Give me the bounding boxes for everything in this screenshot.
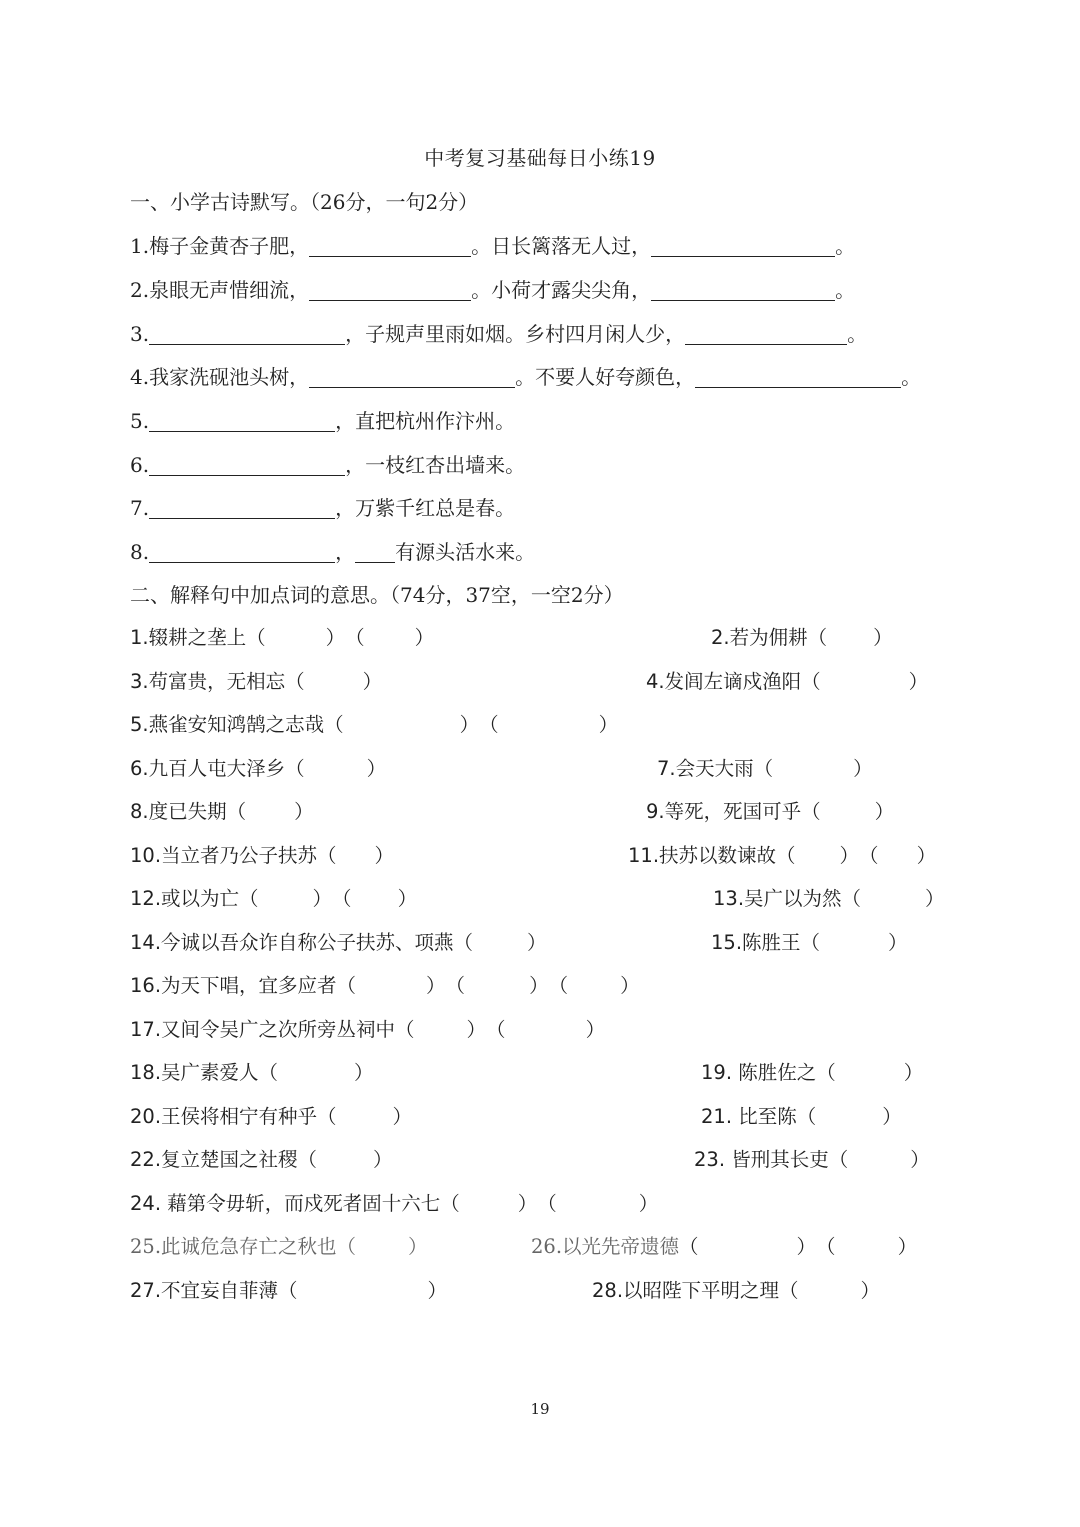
answer-paren[interactable]: （ ）	[816, 1235, 918, 1258]
answer-blank[interactable]	[149, 540, 335, 563]
answer-paren[interactable]: （ ）	[258, 1061, 374, 1084]
answer-paren[interactable]: （ ）	[816, 1061, 924, 1084]
question-2: 2.若为佣耕（ ）	[711, 622, 893, 650]
answer-blank[interactable]	[685, 322, 847, 345]
answer-blank[interactable]	[355, 540, 395, 563]
answer-paren[interactable]: （ ）	[395, 1018, 487, 1041]
answer-paren[interactable]: （ ）	[285, 757, 387, 780]
question-1: 1.辍耕之垄上（ ）（ ）	[130, 622, 434, 650]
answer-blank[interactable]	[309, 278, 471, 301]
answer-paren[interactable]: （ ）	[332, 887, 418, 910]
answer-blank[interactable]	[651, 234, 835, 257]
answer-paren[interactable]: （ ）	[807, 626, 893, 649]
poem-line-1: 1.梅子金黄杏子肥， 。日长篱落无人过， 。	[130, 234, 856, 258]
question-20: 20.王侯将相宁有种乎（ ）	[130, 1101, 412, 1129]
answer-paren[interactable]: （ ）	[336, 1235, 428, 1258]
answer-paren[interactable]: （ ）	[226, 800, 314, 823]
question-3: 3.苟富贵，无相忘（ ）	[130, 666, 382, 694]
question-9: 9.等死，死国可乎（ ）	[646, 796, 894, 824]
answer-blank[interactable]	[149, 322, 345, 345]
question-13: 13.吴广以为然（ ）	[713, 883, 945, 911]
question-16: 16.为天下唱，宜多应者（ ）（ ）（ ）	[130, 970, 640, 998]
answer-paren[interactable]: （ ）	[445, 974, 549, 997]
question-11: 11.扶苏以数谏故（ ）（ ）	[628, 840, 936, 868]
answer-paren[interactable]: （ ）	[537, 1192, 659, 1215]
answer-paren[interactable]: （ ）	[336, 974, 446, 997]
answer-paren[interactable]: （ ）	[486, 1018, 606, 1041]
question-6: 6.九百人屯大泽乡（ ）	[130, 753, 386, 781]
question-27: 27.不宜妄自菲薄（ ）	[130, 1275, 447, 1303]
answer-blank[interactable]	[651, 278, 835, 301]
poem-line-4: 4.我家洗砚池头树， 。不要人好夸颜色， 。	[130, 365, 922, 389]
question-7: 7.会天大雨（ ）	[657, 753, 873, 781]
answer-paren[interactable]: （ ）	[801, 800, 895, 823]
poem-line-5: 5. ，直把杭州作汴州。	[130, 409, 516, 433]
answer-paren[interactable]: （ ）	[800, 931, 908, 954]
answer-paren[interactable]: （ ）	[776, 844, 860, 867]
answer-paren[interactable]: （ ）	[779, 1279, 881, 1302]
question-10: 10.当立者乃公子扶苏（ ）	[130, 840, 394, 868]
answer-paren[interactable]: （ ）	[828, 1148, 930, 1171]
page-number: 19	[530, 1400, 550, 1418]
question-5: 5.燕雀安知鸿鹄之志哉（ ）（ ）	[130, 709, 618, 737]
answer-paren[interactable]: （ ）	[859, 844, 937, 867]
answer-paren[interactable]: （ ）	[548, 974, 640, 997]
question-19: 19. 陈胜佐之（ ）	[701, 1057, 923, 1085]
question-21: 21. 比至陈（ ）	[701, 1101, 902, 1129]
answer-blank[interactable]	[149, 409, 335, 432]
answer-paren[interactable]: （ ）	[317, 1105, 413, 1128]
question-12: 12.或以为亡（ ）（ ）	[130, 883, 417, 911]
answer-paren[interactable]: （ ）	[345, 626, 435, 649]
section1-heading: 一、小学古诗默写。（26分，一句2分）	[130, 190, 479, 214]
question-24: 24. 藉第令毋斩，而戍死者固十六七（ ）（ ）	[130, 1188, 658, 1216]
poem-line-7: 7. ，万紫千红总是春。	[130, 496, 516, 520]
answer-blank[interactable]	[695, 365, 901, 388]
poem-line-6: 6. ，一枝红杏出墙来。	[130, 453, 526, 477]
answer-paren[interactable]: （ ）	[278, 1279, 448, 1302]
answer-paren[interactable]: （ ）	[324, 713, 480, 736]
answer-paren[interactable]: （ ）	[239, 887, 333, 910]
question-23: 23. 皆刑其长吏（ ）	[694, 1144, 930, 1172]
question-25: 25.此诚危急存亡之秋也（ ）	[130, 1231, 428, 1259]
question-14: 14.今诚以吾众诈自称公子扶苏、项燕（ ）	[130, 927, 547, 955]
answer-paren[interactable]: （ ）	[440, 1192, 538, 1215]
page-title: 中考复习基础每日小练19	[424, 146, 656, 170]
question-18: 18.吴广素爱人（ ）	[130, 1057, 374, 1085]
answer-blank[interactable]	[149, 496, 335, 519]
answer-paren[interactable]: （ ）	[479, 713, 619, 736]
question-8: 8.度已失期（ ）	[130, 796, 314, 824]
answer-blank[interactable]	[149, 453, 345, 476]
section2-heading: 二、解释句中加点词的意思。（74分，37空，一空2分）	[130, 583, 624, 607]
question-26: 26.以光先帝遗德（ ）（ ）	[531, 1231, 917, 1259]
question-28: 28.以昭陛下平明之理（ ）	[592, 1275, 880, 1303]
answer-paren[interactable]: （ ）	[753, 757, 873, 780]
question-17: 17.又间令吴广之次所旁丛祠中（ ）（ ）	[130, 1014, 605, 1042]
question-22: 22.复立楚国之社稷（ ）	[130, 1144, 393, 1172]
answer-paren[interactable]: （ ）	[796, 1105, 902, 1128]
answer-paren[interactable]: （ ）	[297, 1148, 393, 1171]
poem-line-3: 3. ，子规声里雨如烟。乡村四月闲人少， 。	[130, 322, 868, 346]
poem-line-8: 8. ， 有源头活水来。	[130, 540, 536, 564]
answer-paren[interactable]: （ ）	[285, 670, 383, 693]
answer-paren[interactable]: （ ）	[317, 844, 395, 867]
answer-paren[interactable]: （ ）	[801, 670, 929, 693]
answer-paren[interactable]: （ ）	[679, 1235, 817, 1258]
answer-paren[interactable]: （ ）	[453, 931, 547, 954]
question-15: 15.陈胜王（ ）	[711, 927, 908, 955]
question-4: 4.发闾左谪戍渔阳（ ）	[646, 666, 928, 694]
answer-paren[interactable]: （ ）	[246, 626, 346, 649]
answer-blank[interactable]	[309, 365, 515, 388]
poem-line-2: 2.泉眼无声惜细流， 。小荷才露尖尖角， 。	[130, 278, 856, 302]
answer-blank[interactable]	[309, 234, 471, 257]
answer-paren[interactable]: （ ）	[841, 887, 945, 910]
